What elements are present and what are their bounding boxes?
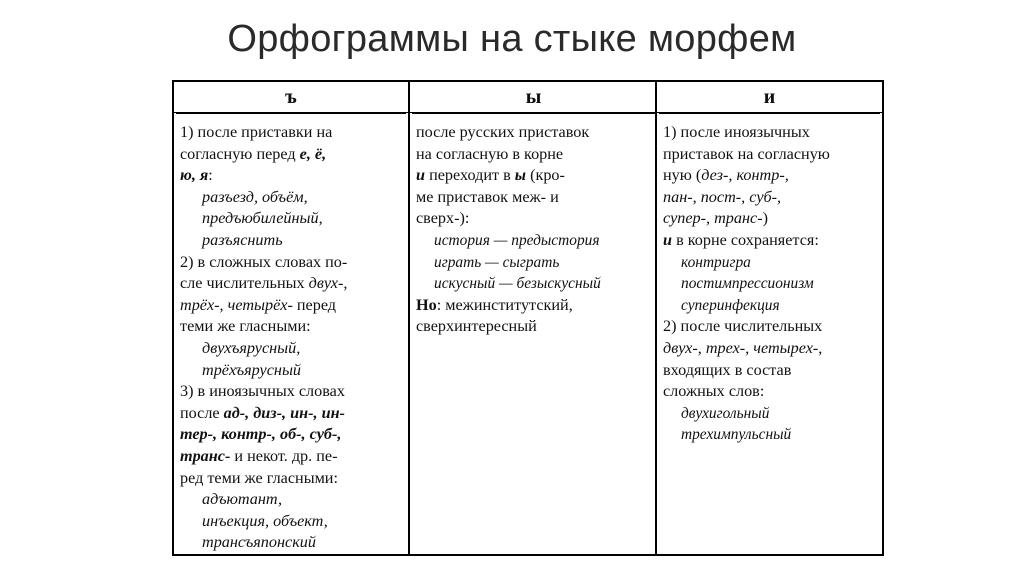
example-line: история — предыстория xyxy=(434,231,600,249)
column-i xyxy=(655,82,882,554)
example-line: трёхъярусный xyxy=(202,360,302,379)
rule-line: сверх-): xyxy=(416,209,470,228)
rule-line: и в корне сохраняется: xyxy=(663,230,819,249)
rule-line: трёх-, четырёх- перед xyxy=(180,295,337,314)
example-line: играть — сыграть xyxy=(434,253,560,271)
rule-line: ю, я: xyxy=(180,166,213,185)
rule-line: согласную перед е, ё, xyxy=(180,144,327,163)
spelling-table xyxy=(172,80,884,556)
rule-line: ную (дез-, контр-, xyxy=(663,166,789,185)
example-line: контригра xyxy=(681,253,751,271)
rule-line: ме приставок меж- и xyxy=(416,187,559,206)
rule-line: входящих в состав xyxy=(663,360,792,379)
slide-title: Орфограммы на стыке морфем xyxy=(227,18,797,60)
rule-line: пан-, пост-, суб-, xyxy=(663,187,782,206)
example-line: двухигольный xyxy=(681,404,770,422)
column-hard-sign xyxy=(174,82,408,554)
rule-line: на согласную в корне xyxy=(416,144,564,163)
example-line: суперинфекция xyxy=(681,296,780,314)
rule-line: ред теми же гласными: xyxy=(180,468,338,487)
rule-line: двух-, трех-, четырех-, xyxy=(663,338,823,357)
example-line: адъютант, xyxy=(202,490,283,509)
column-header-y: ы xyxy=(410,82,657,113)
example-line: разъяснить xyxy=(202,230,283,249)
example-line: трехимпульсный xyxy=(681,426,792,444)
rule-line: приставок на согласную xyxy=(663,144,830,163)
rule-line: 2) после числительных xyxy=(663,317,823,336)
example-line: трансъяпонский xyxy=(202,533,316,552)
rule-line: сверхинтересный xyxy=(416,317,537,336)
rule-line: сложных слов: xyxy=(663,382,765,401)
rule-line: 1) после иноязычных xyxy=(663,123,810,141)
example-line: инъекция, объект, xyxy=(202,511,328,530)
rule-line: тер-, контр-, об-, суб-, xyxy=(180,425,342,444)
example-line: искусный — безыскусный xyxy=(434,275,601,293)
column-body-y xyxy=(410,117,657,338)
rule-line: и переходит в ы (кро- xyxy=(416,166,565,185)
rule-line: после русских приставок xyxy=(416,123,590,141)
rule-line: Но: межинститутский, xyxy=(416,295,573,314)
example-line: двухъярусный, xyxy=(202,338,301,357)
example-line: постимпрессионизм xyxy=(681,275,814,293)
column-y xyxy=(408,82,657,554)
column-body-i xyxy=(657,117,882,446)
rule-line: супер-, транс-) xyxy=(663,209,768,228)
column-header-hard-sign: ъ xyxy=(174,82,408,113)
rule-line: транс- и некот. др. пе- xyxy=(180,446,338,465)
rule-line: 3) в иноязычных словах xyxy=(180,382,345,401)
column-body-hard-sign xyxy=(174,117,408,554)
example-line: разъезд, объём, xyxy=(202,187,308,206)
rule-line: сле числительных двух-, xyxy=(180,274,348,293)
rule-line: 1) после приставки на xyxy=(180,123,333,141)
rule-line: теми же гласными: xyxy=(180,317,311,336)
column-header-i: и xyxy=(657,82,882,113)
rule-line: 2) в сложных словах по- xyxy=(180,252,348,271)
example-line: предъюбилейный, xyxy=(202,209,323,228)
rule-line: после ад-, диз-, ин-, ин- xyxy=(180,403,345,422)
